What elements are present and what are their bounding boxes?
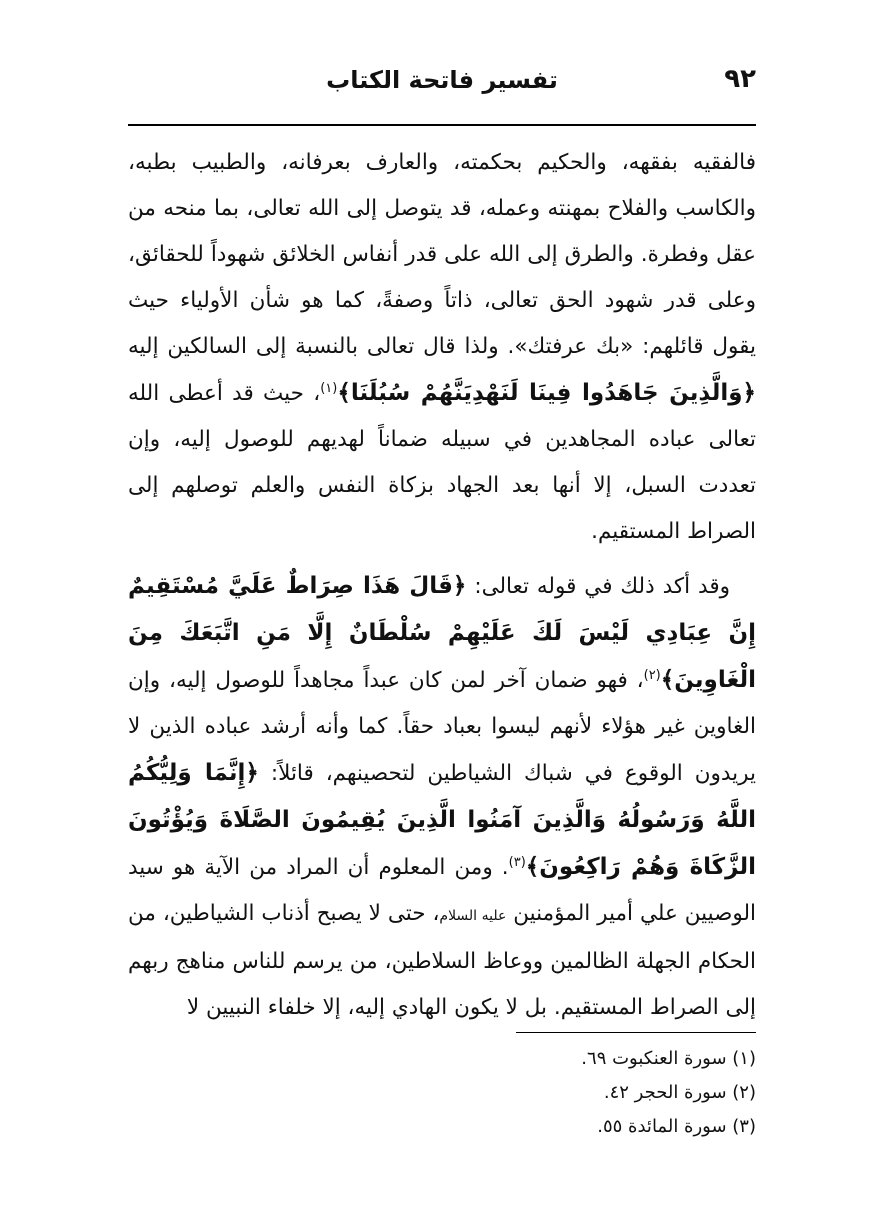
- paragraph-1-text-a: فالفقيه بفقهه، والحكيم بحكمته، والعارف بعرفانه، والطبيب بطبه، والكاسب والفلاح بمهنته وعمله، قد يتوصل إلى الله تعالى، بما منحه من عقل وفطرة. والطرق إلى الله على قدر أنفاس الخلائق شهوداً للحقائق، وعلى قدر شهود الحق تعالى، ذاتاً وصفةً، كما هو شأن الأولياء حيث يقول قائلهم: «بك عرفتك». ولذا قال تعالى بالنسبة إلى السالكين إليه: [128, 150, 756, 359]
- quran-verse-3: ﴿إِنَّمَا وَلِيُّكُمُ اللَّهُ وَرَسُولُهُ وَالَّذِينَ آمَنُوا الَّذِينَ يُقِيمُونَ الصَّلَاةَ وَيُؤْتُونَ الزَّكَاةَ وَهُمْ رَاكِعُونَ﴾: [128, 760, 756, 880]
- page-header: [128, 62, 756, 106]
- footnote-ref-3[interactable]: (٣): [508, 854, 526, 870]
- footnote-ref-2[interactable]: (٢): [643, 667, 661, 683]
- footnote-3: (٣) سورة المائدة ٥٥.: [597, 1116, 756, 1137]
- quran-verse-1: ﴿وَالَّذِينَ جَاهَدُوا فِينَا لَنَهْدِيَنَّهُمْ سُبُلَنَا﴾: [337, 380, 756, 406]
- header-divider: [128, 124, 756, 126]
- honorific-symbol: عليه السلام: [439, 908, 507, 924]
- paragraph-2-text-c: . ومن المعلوم أن المراد من الآية هو سيد الوصيين علي أمير المؤمنين: [128, 855, 756, 926]
- footnote-divider: [516, 1032, 756, 1033]
- paragraph-1: [128, 140, 756, 555]
- footnotes: [128, 1042, 756, 1144]
- main-text: [128, 140, 756, 1031]
- paragraph-1-text-b: ، حيث قد أعطى الله تعالى عباده المجاهدين في سبيله ضماناً لهديهم للوصول إليه، وإن تعددت السبل، إلا أنها بعد الجهاد بزكاة النفس والعلم توصلهم إلى الصراط المستقيم.: [128, 381, 756, 544]
- paragraph-2-text-b: ، فهو ضمان آخر لمن كان عبداً مجاهداً للوصول إليه، وإن الغاوين غير هؤلاء لأنهم ليسوا بعباد حقاً. كما وأنه أرشد عباده الذين لا يريدون الوقوع في شباك الشياطين لتحصينهم، قائلاً:: [128, 668, 757, 786]
- paragraph-2: [128, 563, 756, 1031]
- page-number: ٩٢: [724, 64, 756, 94]
- footnote-ref-1[interactable]: (١): [320, 380, 338, 396]
- footnote-2: (٢) سورة الحجر ٤٢.: [603, 1082, 756, 1103]
- paragraph-2-text-a: وقد أكد ذلك في قوله تعالى:: [466, 574, 730, 599]
- paragraph-2-text-d: ، حتى لا يصبح أذناب الشياطين، من الحكام الجهلة الظالمين ووعاظ السلاطين، من يرسم للناس مناهج ربهم إلى الصراط المستقيم. بل لا يكون الهادي إليه، إلا خلفاء النبيين لا: [128, 901, 756, 1020]
- running-title: تفسير فاتحة الكتاب: [326, 66, 558, 94]
- footnote-1: (١) سورة العنكبوت ٦٩.: [581, 1048, 756, 1069]
- quran-verse-2: ﴿قَالَ هَذَا صِرَاطٌ عَلَيَّ مُسْتَقِيمٌ إِنَّ عِبَادِي لَيْسَ لَكَ عَلَيْهِمْ سُلْطَانٌ إِلَّا مَنِ اتَّبَعَكَ مِنَ الْغَاوِينَ﴾: [128, 573, 756, 693]
